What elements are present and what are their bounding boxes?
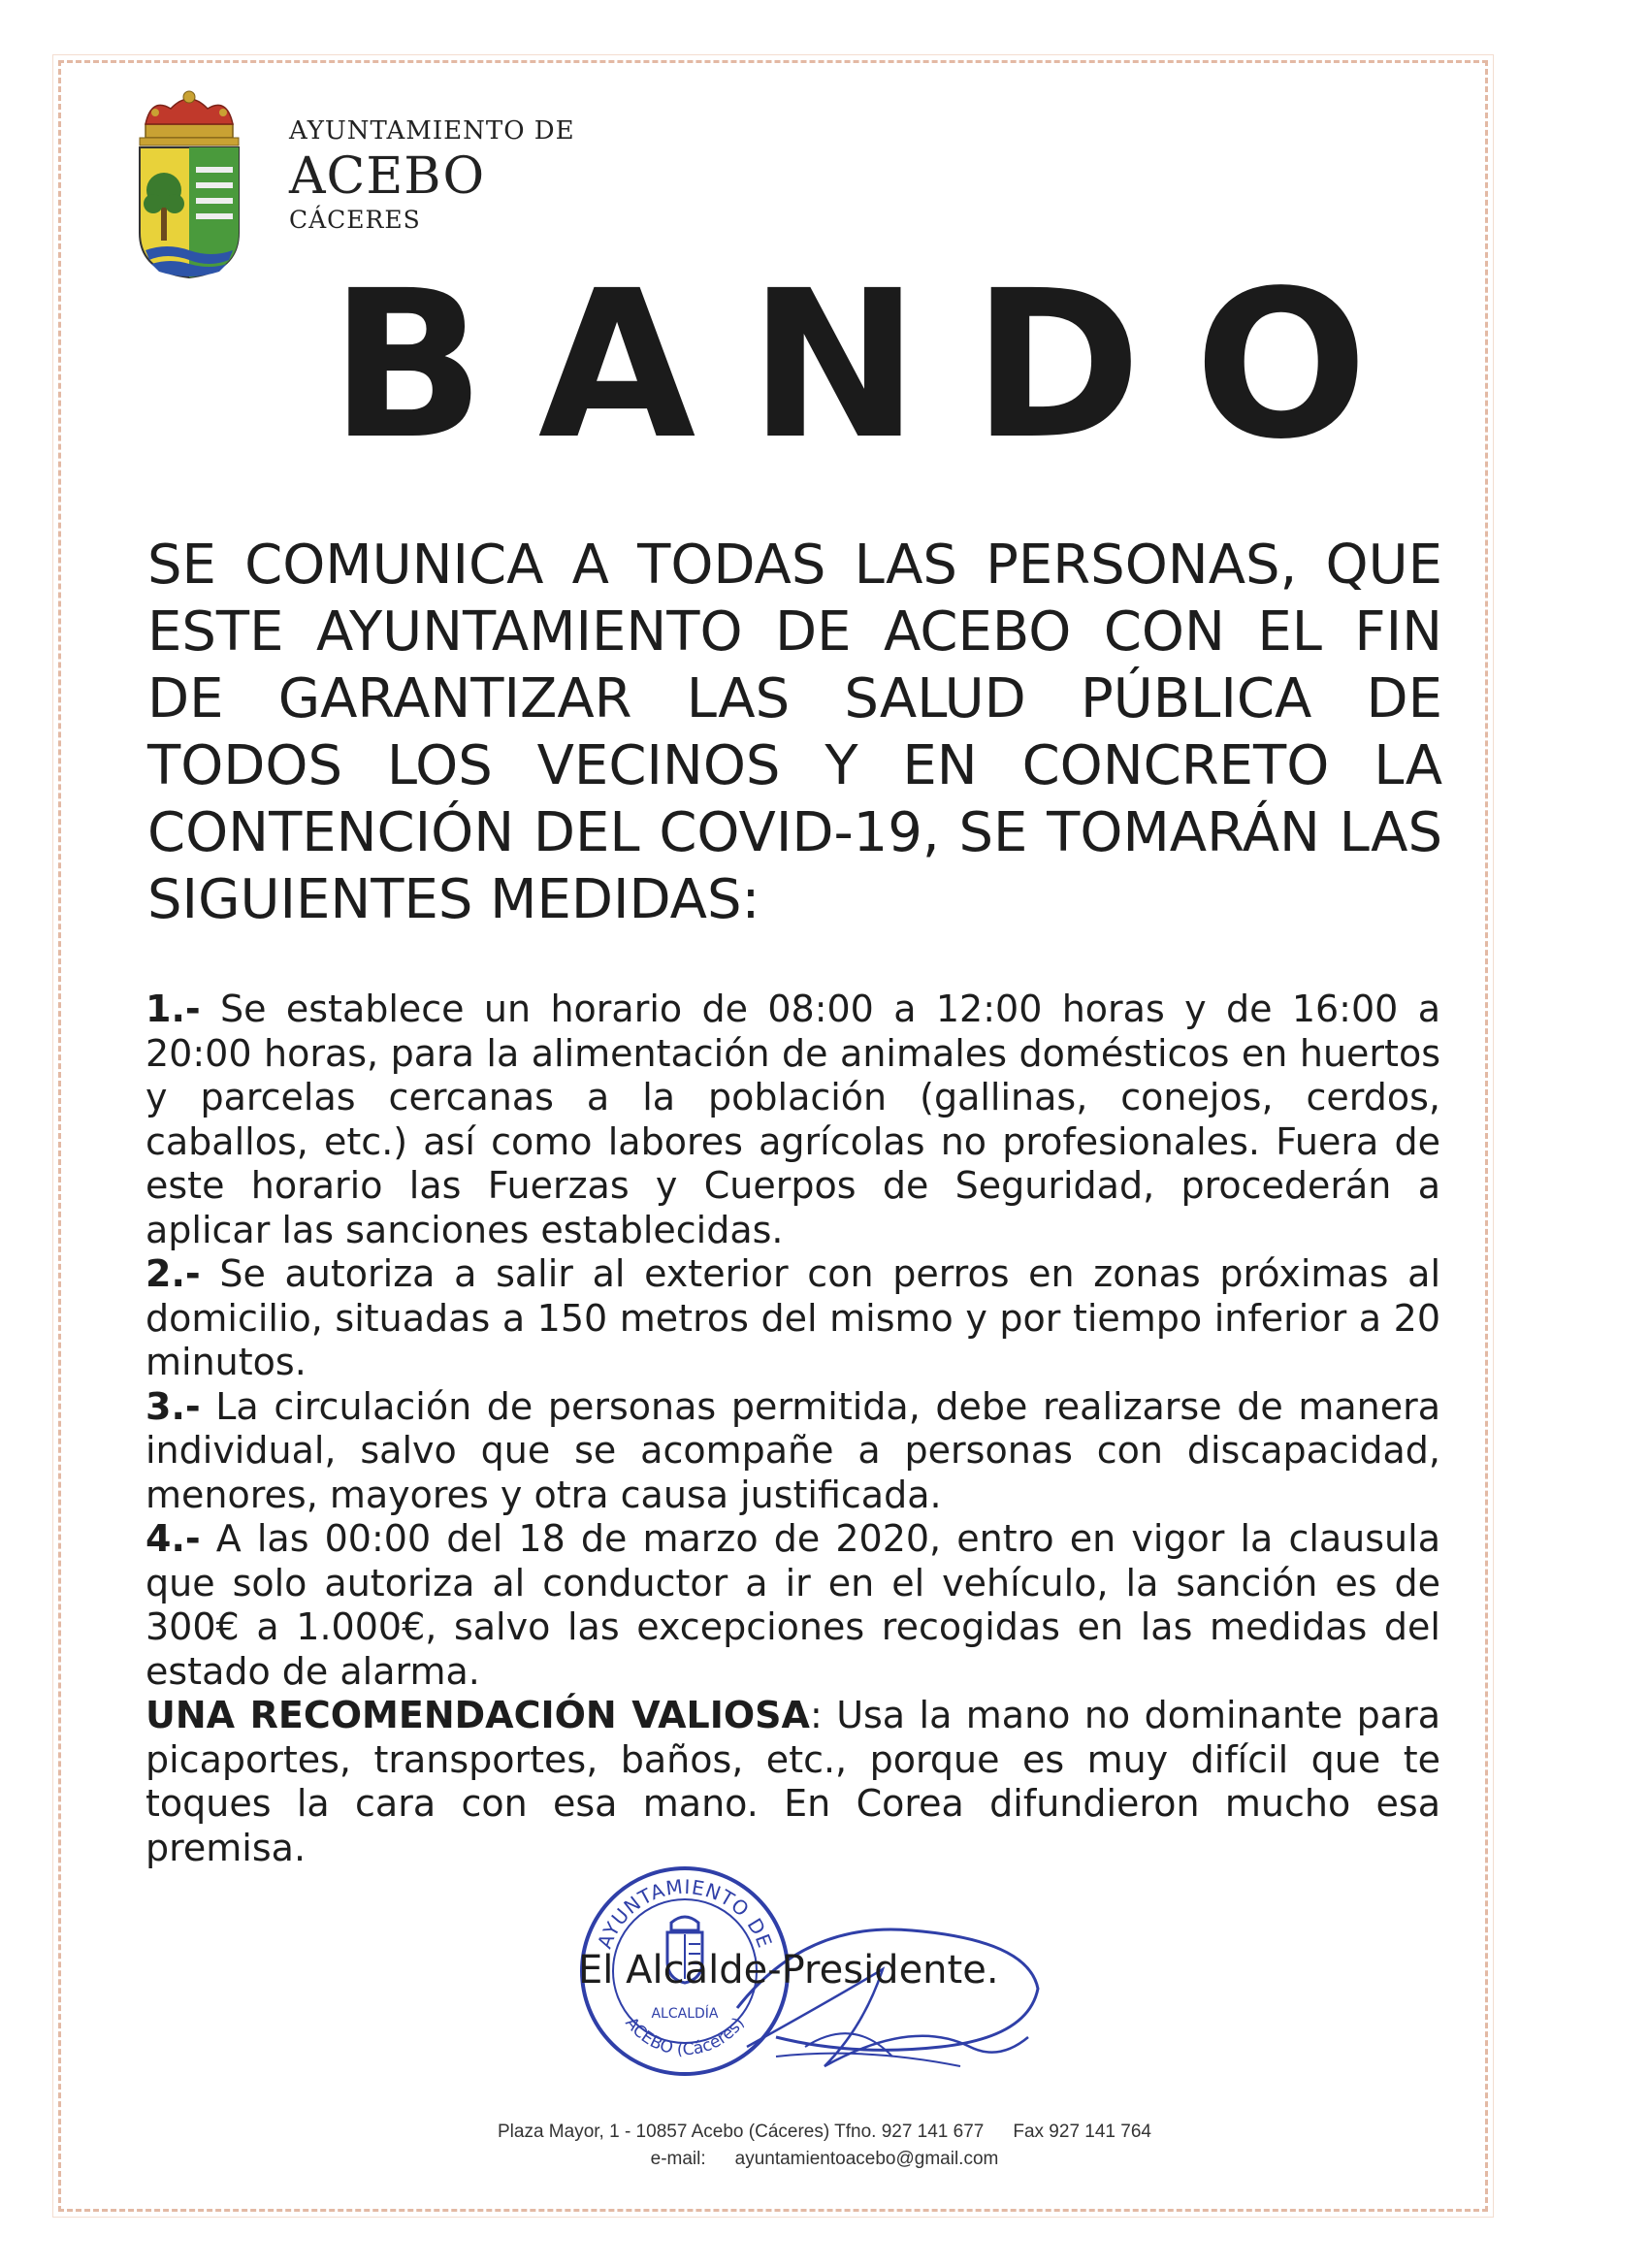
announcement-intro: SE COMUNICA A TODAS LAS PERSONAS, QUE ESTE AYUNTAMIENTO DE ACEBO CON EL FIN DE GARANTIZAR LAS SALUD PÚBLICA DE TODOS LOS VECINOS Y EN CONCRETO LA CONTENCIÓN DEL COVID-19, SE TOMARÁN LAS SIGUIENTES MEDIDAS: bbox=[147, 534, 1442, 931]
footer-address: Plaza Mayor, 1 - 10857 Acebo (Cáceres) Tfno. 927 141 677 bbox=[498, 2122, 985, 2142]
coat-of-arms-logo bbox=[132, 87, 246, 279]
document-title bbox=[330, 246, 1368, 484]
footer-contact bbox=[0, 2119, 1649, 2173]
stamp-text-top: AYUNTAMIENTO DE bbox=[593, 1874, 777, 1952]
recommendation bbox=[146, 1694, 1440, 1870]
measure-item bbox=[146, 1385, 1440, 1518]
signatory-label: El Alcalde-Presidente. bbox=[578, 1948, 999, 1993]
footer-fax: Fax 927 141 764 bbox=[1013, 2122, 1151, 2142]
title-letter: B bbox=[330, 246, 486, 484]
measure-text: Se establece un horario de 08:00 a 12:00 horas y de 16:00 a 20:00 horas, para la alimentación de animales domésticos en huertos y parcelas cercanas a la población (gallinas, conejos, cerdos, caballos, etc.) así como labores agrícolas no profesionales. Fuera de este horario las Fuerzas y Cuerpos de Seguridad, procederán a aplicar las sanciones establecidas. bbox=[146, 988, 1440, 1251]
municipality-header bbox=[289, 116, 575, 234]
handwritten-signature bbox=[718, 1901, 1048, 2086]
footer-address-line bbox=[0, 2119, 1649, 2146]
org-line-1: AYUNTAMIENTO DE bbox=[289, 116, 575, 146]
measures-list bbox=[146, 988, 1440, 1870]
measure-number: 3.- bbox=[146, 1384, 201, 1428]
recommendation-label: UNA RECOMENDACIÓN VALIOSA bbox=[146, 1694, 810, 1736]
footer-email-label: e-mail: bbox=[650, 2149, 706, 2169]
stamp-text-bottom: ACEBO (Cáceres) bbox=[621, 2013, 749, 2060]
measure-text: Se autoriza a salir al exterior con perros en zonas próximas al domicilio, situadas a 150 metros del mismo y por tiempo inferior a 20 minutos. bbox=[146, 1252, 1440, 1383]
title-letter: A bbox=[537, 246, 696, 484]
stamp-text-mid: ALCALDÍA bbox=[651, 2006, 719, 2022]
measure-number: 1.- bbox=[146, 988, 201, 1030]
measure-number: 4.- bbox=[146, 1517, 201, 1560]
title-letter: D bbox=[972, 246, 1142, 484]
measure-item bbox=[146, 988, 1440, 1252]
title-letter: N bbox=[748, 246, 920, 484]
measure-item bbox=[146, 1517, 1440, 1694]
footer-email-line bbox=[0, 2146, 1649, 2173]
footer-email[interactable]: ayuntamientoacebo@gmail.com bbox=[734, 2149, 999, 2169]
measure-number: 2.- bbox=[146, 1252, 201, 1295]
org-name: ACEBO bbox=[289, 147, 486, 206]
measure-text: La circulación de personas permitida, debe realizarse de manera individual, salvo que se acompañe a personas con discapacidad, menores, mayores y otra causa justificada. bbox=[146, 1384, 1440, 1516]
measure-text: A las 00:00 del 18 de marzo de 2020, entro en vigor la clausula que solo autoriza al conductor a ir en el vehículo, la sanción es de 300€ a 1.000€, salvo las excepciones recogidas en las medidas del estado de alarma. bbox=[146, 1517, 1440, 1693]
org-province: CÁCERES bbox=[289, 206, 421, 234]
recommendation-text: : Usa la mano no dominante para picaportes, transportes, baños, etc., porque es muy difícil que te toques la cara con esa mano. En Corea difundieron mucho esa premisa. bbox=[146, 1694, 1440, 1869]
measure-item bbox=[146, 1252, 1440, 1385]
title-letter: O bbox=[1194, 246, 1368, 484]
